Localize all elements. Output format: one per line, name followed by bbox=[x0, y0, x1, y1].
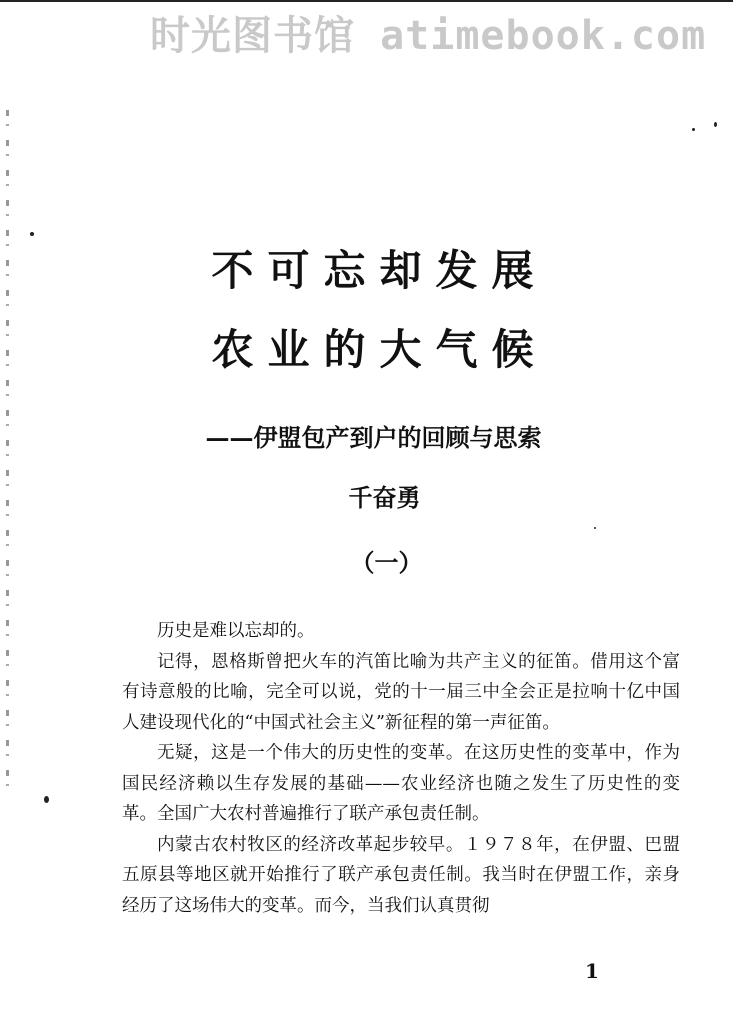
paragraph: 无疑，这是一个伟大的历史性的变革。在这历史性的变革中，作为国民经济赖以生存发展的基础——农业经济也随之发生了历史性的变革。全国广大农村普遍推行了联产承包责任制。 bbox=[122, 743, 680, 824]
subtitle: ——伊盟包产到户的回顾与思索 bbox=[205, 423, 542, 452]
scan-speck bbox=[30, 232, 34, 236]
paragraph: 历史是难以忘却的。 bbox=[157, 621, 315, 641]
author-name: 千奋勇 bbox=[348, 483, 421, 512]
top-border-line bbox=[0, 0, 733, 2]
scan-speck bbox=[714, 122, 717, 127]
scan-speck bbox=[44, 796, 49, 803]
section-heading: （一） bbox=[350, 548, 423, 577]
title-line-1: 不可忘却发展 bbox=[211, 246, 548, 295]
page-number: 1 bbox=[585, 959, 599, 983]
watermark: 时光图书馆 atimebook.com bbox=[150, 13, 707, 59]
scan-speck bbox=[594, 527, 596, 529]
paragraph: 内蒙古农村牧区的经济改革起步较早。１９７８年，在伊盟、巴盟五原县等地区就开始推行了联产承包责任制。我当时在伊盟工作，亲身经历了这场伟大的变革。而今，当我们认真贯彻 bbox=[122, 834, 680, 916]
body-text bbox=[122, 616, 680, 921]
paragraph: 记得，恩格斯曾把火车的汽笛比喻为共产主义的征笛。借用这个富有诗意般的比喻，完全可以说，党的十一届三中全会正是拉响十亿中国人建设现代化的“中国式社会主义”新征程的第一声征笛。 bbox=[122, 651, 680, 733]
scan-speck bbox=[692, 128, 695, 131]
title-line-2: 农业的大气候 bbox=[211, 325, 548, 374]
